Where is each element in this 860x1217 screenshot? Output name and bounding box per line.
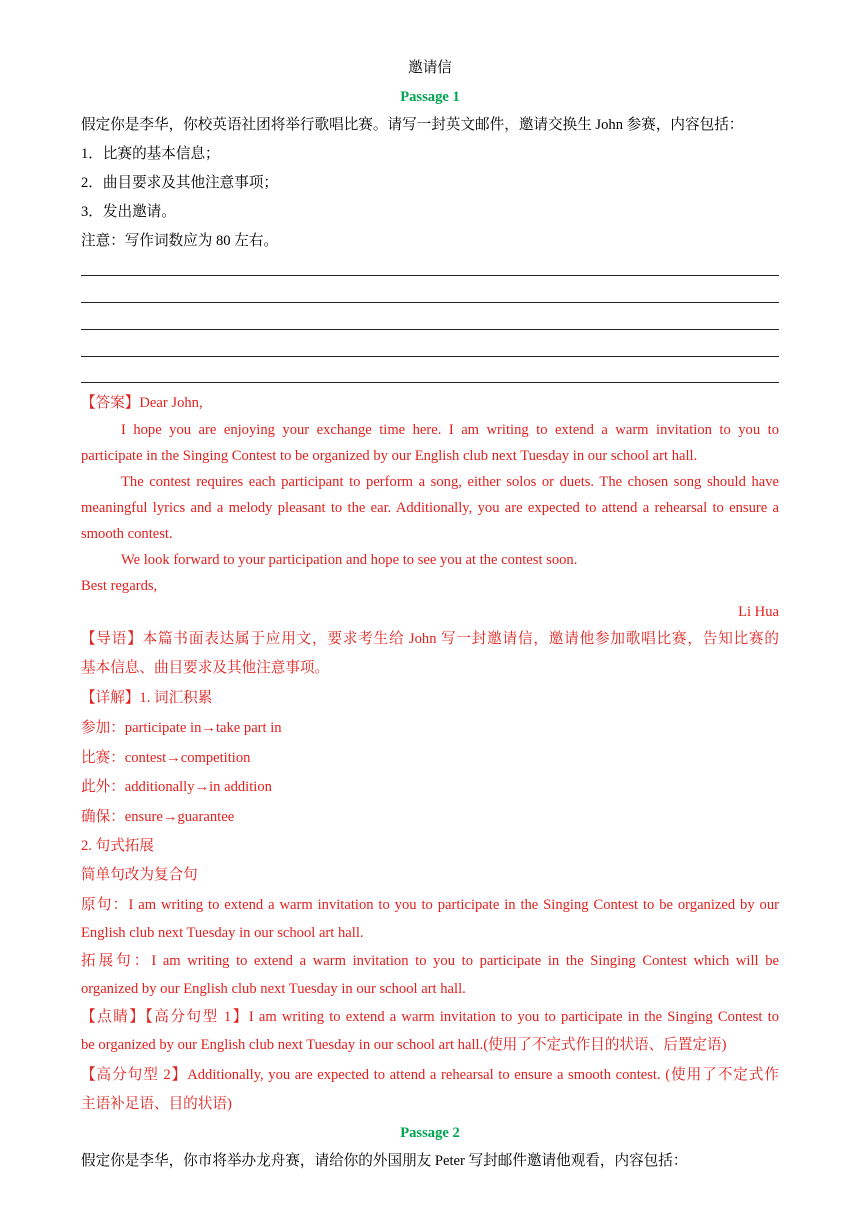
requirement-item-3: 3．发出邀请。 — [81, 204, 176, 220]
answer-greeting: Dear John, — [139, 395, 203, 411]
extended-sentence-line-1: 拓展句：I am writing to extend a warm invitation to you to participate in the Singing Contest which will be — [81, 953, 779, 969]
vocab-item: 参加：participate in→take part in — [81, 720, 282, 736]
passage-2-prompt: 假定你是李华，你市将举办龙舟赛，请给你的外国朋友 Peter 写封邮件邀请他观看，内容包括： — [81, 1153, 688, 1169]
high-score-sentence-2-line-2: 主语补足语、目的状语) — [81, 1096, 232, 1112]
writing-line — [81, 329, 779, 330]
detail-label: 【详解】 — [81, 690, 140, 706]
writing-line — [81, 302, 779, 303]
guide-line-1 — [81, 629, 779, 649]
answer-paragraph-1-line-2: participate in the Singing Contest to be organized by our English club next Tuesday in our school art hall. — [81, 448, 698, 464]
requirement-item-2: 2．曲目要求及其他注意事项； — [81, 175, 279, 191]
vocab-item: 此外：additionally→in addition — [81, 779, 272, 795]
highlight-line-2 — [81, 1065, 779, 1085]
answer-paragraph-2-line-1: The contest requires each participant to perform a song, either solos or duets. The chosen song should have — [121, 474, 779, 490]
high-score-sentence-1-line-2: be organized by our English club next Tuesday in our school art hall.(使用了不定式作目的状语、后置定语) — [81, 1037, 727, 1053]
guide-label: 【导语】 — [81, 631, 143, 647]
answer-paragraph-2-line-2: meaningful lyrics and a melody pleasant to the ear. Additionally, you are expected to attend a rehearsal to ensure a — [81, 500, 779, 516]
vocab-item: 确保：ensure→guarantee — [81, 809, 235, 825]
high-score-label-1: 【高分句型 1】 — [145, 1009, 249, 1025]
high-score-sentence-2: Additionally, you are expected to attend a rehearsal to ensure a smooth contest. (使用了不定式作 — [187, 1067, 779, 1083]
answer-greeting-line — [81, 393, 779, 413]
answer-signature: Li Hua — [738, 604, 779, 620]
passage-1-prompt: 假定你是李华，你校英语社团将举行歌唱比赛。请写一封英文邮件，邀请交换生 John 参赛，内容包括： — [81, 117, 744, 133]
writing-line — [81, 275, 779, 276]
high-score-label-2: 【高分句型 2】 — [81, 1067, 188, 1083]
original-sentence-line-2: English club next Tuesday in our school art hall. — [81, 925, 364, 941]
detail-heading-line — [81, 688, 779, 708]
sentence-heading: 2. 句式拓展 — [81, 838, 154, 854]
extended-sentence-line-2: organized by our English club next Tuesday in our school art hall. — [81, 981, 466, 997]
writing-line — [81, 356, 779, 357]
highlight-label: 【点睛】 — [81, 1009, 146, 1025]
passage-2-heading: Passage 2 — [400, 1125, 460, 1141]
answer-paragraph-1-line-1: I hope you are enjoying your exchange time here. I am writing to extend a warm invitation to you to — [121, 422, 779, 438]
vocab-item: 比赛：contest→competition — [81, 750, 251, 766]
highlight-line-1 — [81, 1007, 779, 1027]
sentence-subheading: 简单句改为复合句 — [81, 867, 198, 883]
answer-closing: Best regards, — [81, 578, 158, 594]
answer-paragraph-2-line-3: smooth contest. — [81, 526, 173, 542]
answer-paragraph-3: We look forward to your participation and hope to see you at the contest soon. — [121, 552, 578, 568]
passage-1-heading: Passage 1 — [400, 89, 460, 105]
answer-label: 【答案】 — [81, 395, 140, 411]
high-score-sentence-1: I am writing to extend a warm invitation to you to participate in the Singing Contest to — [248, 1009, 779, 1025]
writing-line — [81, 382, 779, 383]
document-title: 邀请信 — [408, 60, 452, 76]
guide-line-2: 基本信息、曲目要求及其他注意事项。 — [81, 660, 330, 676]
vocab-heading: 1. 词汇积累 — [139, 690, 213, 706]
original-sentence-line-1: 原句：I am writing to extend a warm invitation to you to participate in the Singing Contest to be organized by our — [81, 897, 779, 913]
guide-text-1: 本篇书面表达属于应用文，要求考生给 John 写一封邀请信，邀请他参加歌唱比赛，告知比赛的 — [142, 631, 779, 647]
word-count-note: 注意：写作词数应为 80 左右。 — [81, 233, 279, 249]
requirement-item-1: 1．比赛的基本信息； — [81, 146, 220, 162]
